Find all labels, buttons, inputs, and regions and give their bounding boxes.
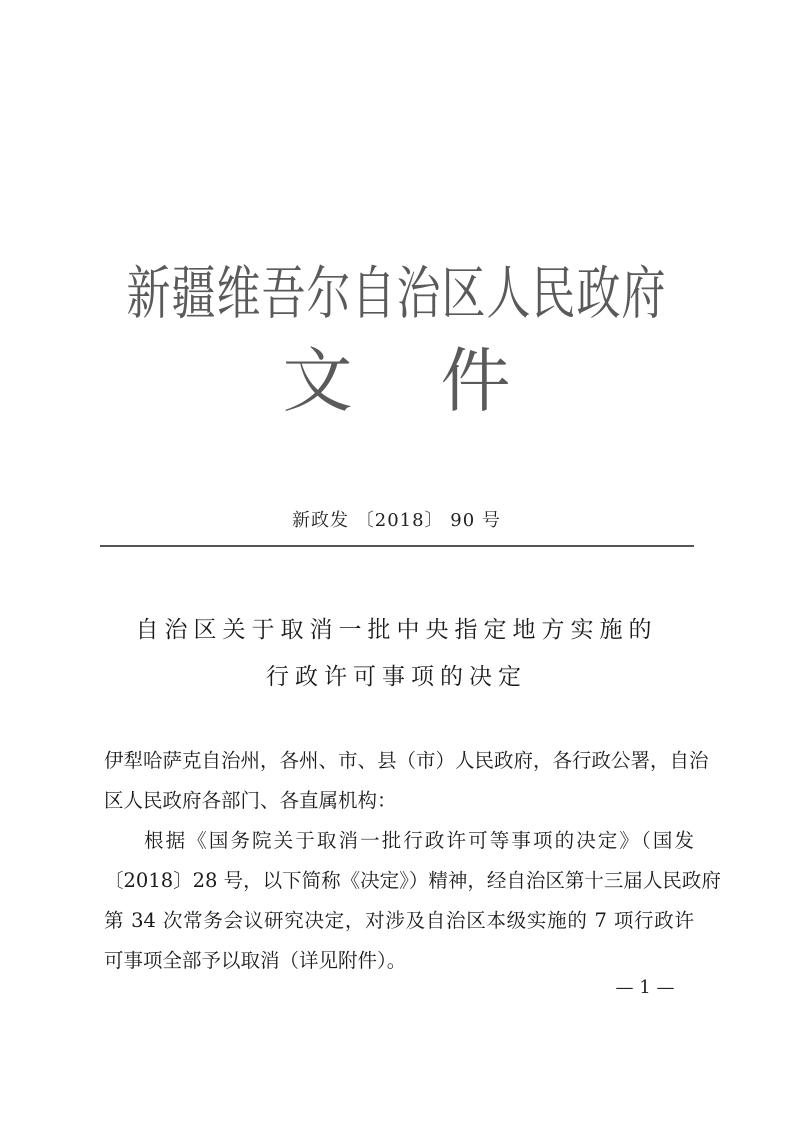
addressee-line-1: 伊犁哈萨克自治州，各州、市、县（市）人民政府，各行政公署，自治 [104,749,709,772]
body-line-1: 根据《国务院关于取消一批行政许可等事项的决定》（国发 [144,829,694,852]
header-divider [100,545,694,547]
page-number: — 1 — [615,977,675,998]
body-line-3: 第 34 次常务会议研究决定，对涉及自治区本级实施的 7 项行政许 [104,909,694,932]
issuer-header: 新疆维吾尔自治区人民政府 [126,261,667,328]
document-number: 新政发 〔2018〕 90 号 [292,510,501,531]
document-type-heading: 文件 [282,340,599,422]
body-line-4: 可事项全部予以取消（详见附件）。 [104,949,407,972]
document-title-line-2: 行政许可事项的决定 [266,664,527,690]
document-title-line-1: 自治区关于取消一批中央指定地方实施的 [135,617,658,643]
addressee-line-2: 区人民政府各部门、各直属机构： [104,789,397,812]
body-line-2: 〔2018〕28 号，以下简称《决定》）精神，经自治区第十三届人民政府 [104,869,721,892]
